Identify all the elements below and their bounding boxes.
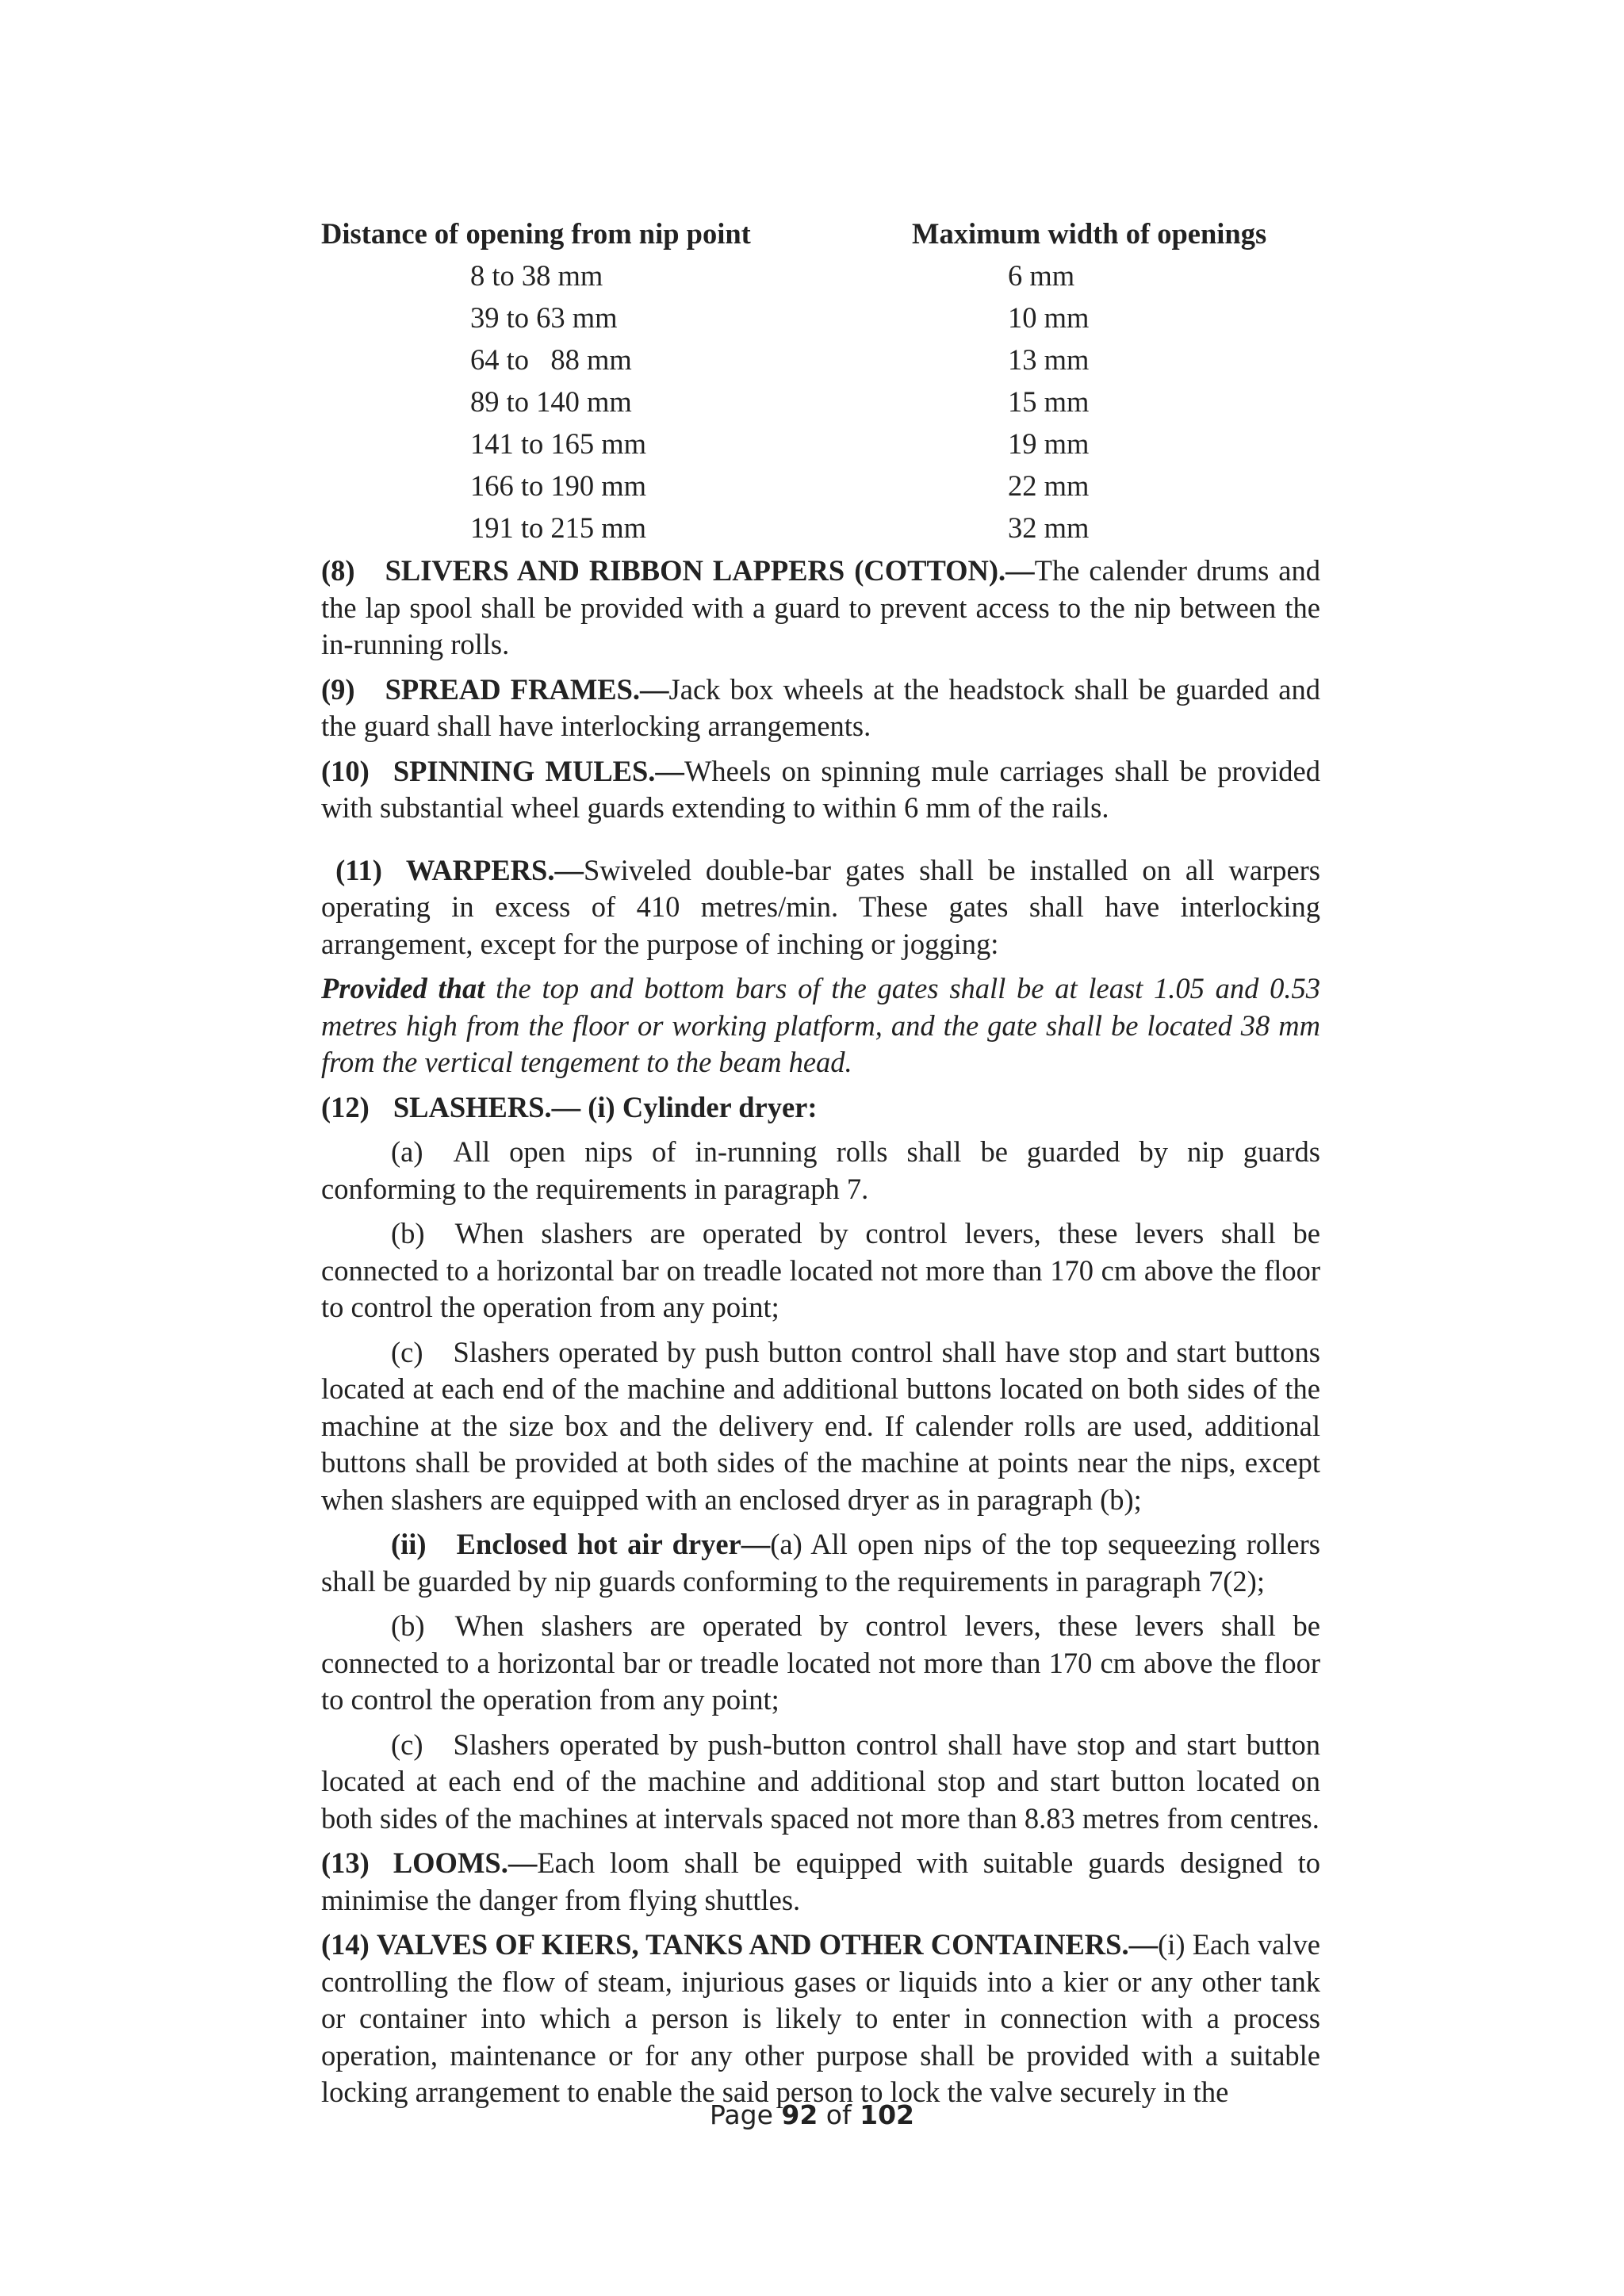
distance-cell: 191 to 215 mm xyxy=(470,511,647,545)
section-title: LOOMS.— xyxy=(393,1846,538,1879)
section-number: (11) xyxy=(335,853,382,886)
section-title: SPREAD FRAMES.— xyxy=(385,672,669,706)
section-title: SLIVERS AND RIBBON LAPPERS (COTTON).— xyxy=(385,554,1035,587)
section-number: (9) xyxy=(321,672,355,706)
section-11-proviso xyxy=(321,970,1320,1081)
item-text: When slashers are operated by control levers, these levers shall be connected to a horizontal bar or treadle located not more than 170 cm above the floor to control the operation from any point; xyxy=(321,1609,1320,1716)
section-12-i-b xyxy=(321,1215,1320,1326)
distance-cell: 8 to 38 mm xyxy=(470,259,603,293)
table-row xyxy=(321,297,1320,339)
table-row xyxy=(321,339,1320,381)
distance-cell: 166 to 190 mm xyxy=(470,469,647,503)
section-12-i-a xyxy=(321,1134,1320,1207)
item-label: (b) xyxy=(391,1217,425,1249)
item-text: Slashers operated by push-button control shall have stop and start button located at each end of the machine and additional stop and start button located on both sides of the machines at intervals spaced not more than 8.83 metres from centres. xyxy=(321,1728,1320,1835)
width-cell: 32 mm xyxy=(1008,511,1090,545)
section-12-heading xyxy=(321,1089,1320,1127)
section-title: SLASHERS.— (i) Cylinder dryer: xyxy=(393,1090,818,1123)
section-text: Swiveled double-bar gates shall be installed on all warpers operating in excess of 410 metres/min. These gates shall have interlocking arrangement, except for the purpose of inching or jogging: xyxy=(321,853,1320,960)
section-11 xyxy=(321,852,1320,963)
section-text: (i) Each valve controlling the flow of steam, injurious gases or liquids into a kier or any other tank or container into which a person is likely to enter in connection with a process operation, maintenance or for any other purpose shall be provided with a suitable locking arrangement to enable the said person to lock the valve securely in the xyxy=(321,1928,1320,2108)
current-page-number: 92 xyxy=(781,2099,818,2130)
distance-cell: 39 to 63 mm xyxy=(470,301,618,335)
section-13 xyxy=(321,1845,1320,1919)
header-distance: Distance of opening from nip point xyxy=(321,216,751,250)
width-cell: 15 mm xyxy=(1008,385,1090,419)
width-cell: 10 mm xyxy=(1008,301,1090,335)
section-14 xyxy=(321,1927,1320,2111)
section-12-ii xyxy=(321,1526,1320,1600)
proviso-text: the top and bottom bars of the gates shall be at least 1.05 and 0.53 metres high from the floor or working platform, and the gate shall be located 38 mm from the vertical tengement to the beam head. xyxy=(321,972,1321,1078)
item-text: All open nips of in-running rolls shall be guarded by nip guards conforming to the requirements in paragraph 7. xyxy=(321,1135,1320,1205)
section-9 xyxy=(321,672,1320,745)
table-row xyxy=(321,465,1320,507)
item-label: (a) xyxy=(391,1135,423,1168)
section-text: Each loom shall be equipped with suitable guards designed to minimise the danger from flying shuttles. xyxy=(321,1846,1320,1916)
page-content xyxy=(321,212,1320,2119)
item-label: (c) xyxy=(391,1728,423,1761)
section-number: (10) xyxy=(321,754,370,787)
table-row xyxy=(321,423,1320,465)
section-12-ii-b xyxy=(321,1608,1320,1719)
distance-cell: 141 to 165 mm xyxy=(470,427,647,461)
distance-cell: 64 to 88 mm xyxy=(470,343,632,377)
footer-prefix: Page xyxy=(709,2099,782,2130)
table-row xyxy=(321,507,1320,549)
section-text: Jack box wheels at the headstock shall be guarded and the guard shall have interlocking arrangements. xyxy=(321,672,1320,742)
section-title: SPINNING MULES.— xyxy=(393,754,684,787)
width-cell: 13 mm xyxy=(1008,343,1090,377)
total-page-count: 102 xyxy=(860,2099,914,2130)
width-cell: 19 mm xyxy=(1008,427,1090,461)
table-row xyxy=(321,255,1320,297)
width-cell: 22 mm xyxy=(1008,469,1090,503)
item-label: (b) xyxy=(391,1609,425,1642)
section-number: (8) xyxy=(321,554,355,587)
section-title: WARPERS.— xyxy=(405,853,584,886)
item-text: (a) All open nips of the top sequeezing rollers shall be guarded by nip guards conforming to the requirements in paragraph 7(2); xyxy=(321,1528,1320,1598)
section-8 xyxy=(321,553,1320,664)
item-title: Enclosed hot air dryer— xyxy=(456,1528,771,1560)
item-label: (ii) xyxy=(391,1528,427,1560)
page-footer xyxy=(0,2099,1624,2130)
section-number: (13) xyxy=(321,1846,370,1879)
section-number: (12) xyxy=(321,1090,370,1123)
item-text: Slashers operated by push button control shall have stop and start buttons located at each end of the machine and additional buttons located on both sides of the machine at the size box and the delivery end. If calender rolls are used, additional buttons shall be provided at both sides of the machine at points near the nips, except when slashers are equipped with an enclosed dryer as in paragraph (b); xyxy=(321,1335,1320,1516)
section-text: The calender drums and the lap spool shall be provided with a guard to prevent access to the nip between the in-running rolls. xyxy=(321,554,1321,660)
width-cell: 6 mm xyxy=(1008,259,1075,293)
section-title: VALVES OF KIERS, TANKS AND OTHER CONTAINERS.— xyxy=(377,1928,1159,1961)
distance-cell: 89 to 140 mm xyxy=(470,385,632,419)
item-label: (c) xyxy=(391,1335,423,1368)
table-header xyxy=(321,212,1320,255)
section-12-ii-c xyxy=(321,1727,1320,1838)
proviso-lead: Provided that xyxy=(321,972,485,1004)
footer-middle: of xyxy=(818,2099,860,2130)
section-text: Wheels on spinning mule carriages shall be provided with substantial wheel guards extending to within 6 mm of the rails. xyxy=(321,754,1320,824)
item-text: When slashers are operated by control levers, these levers shall be connected to a horizontal bar on treadle located not more than 170 cm above the floor to control the operation from any point; xyxy=(321,1217,1320,1323)
section-12-i-c xyxy=(321,1334,1320,1519)
header-max-width: Maximum width of openings xyxy=(912,216,1267,250)
section-number: (14) xyxy=(321,1928,370,1961)
distance-table xyxy=(321,212,1320,549)
table-row xyxy=(321,381,1320,423)
section-10 xyxy=(321,753,1320,827)
